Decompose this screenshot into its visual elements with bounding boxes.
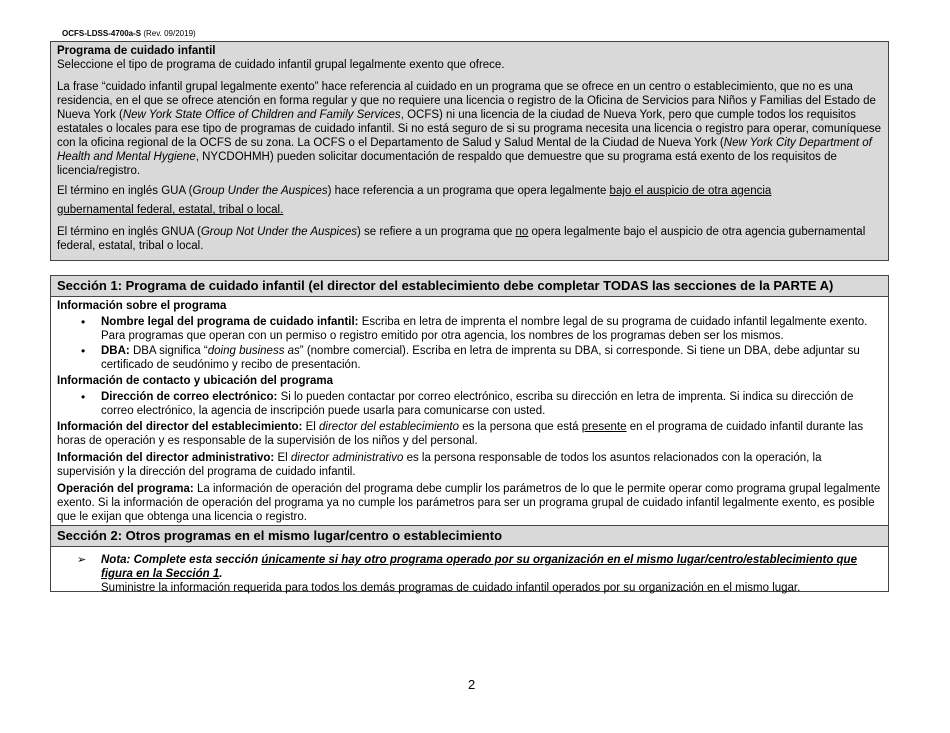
- email-text: Si lo pueden contactar por correo electrónico, escriba su dirección en letra de imprenta. Si indica su dirección de correo electrónico, la agencia de inscripción puede usarla para comunicarse con usted.: [101, 391, 854, 417]
- intro-box: [50, 41, 889, 261]
- director-b: es la persona que está: [459, 421, 582, 433]
- gua-u2: gubernamental federal, estatal, tribal o local.: [57, 204, 284, 216]
- gua-u1: bajo el auspicio de otra agencia: [609, 185, 772, 197]
- gua-em: Group Under the Auspices: [192, 185, 328, 197]
- section2-body: [51, 547, 888, 596]
- gua-a: El término en inglés GUA (: [57, 185, 193, 197]
- gnua-c: opera legalmente bajo el auspicio de otra agencia gubernamental federal, estatal, tribal o local.: [57, 226, 866, 252]
- intro-paragraph: [57, 80, 882, 178]
- dba-b: ” (nombre comercial). Escriba en letra de imprenta su DBA, si corresponde. Si tiene un DBA, debe adjuntar su certificado de seudónimo y recibo de presentación.: [101, 345, 860, 371]
- intro-p2-c: , NYCDOHMH) pueden solicitar documentación de respaldo que demuestre que su programa está exento de los requisitos de licencia/registro.: [57, 151, 837, 177]
- note-a: Nota: Complete esta sección: [101, 554, 262, 566]
- gua-b: ) hace referencia a un programa que opera legalmente: [327, 185, 610, 197]
- note-line2: Suministre la información requerida para todos los demás programas de cuidado infantil operados por su organización en el mismo lugar.: [101, 582, 801, 594]
- form-revision: (Rev. 09/2019): [141, 29, 196, 38]
- intro-p2-a: La frase “cuidado infantil grupal legalmente exento” hace referencia al cuidado en un programa que se ofrece en un centro o establecimiento, que no es una residencia, en el que se ofrece atención en forma regular y que no requiere una licencia o registro de la Oficina de Servicios para Niños y Familias del Estado de Nueva York (: [57, 81, 876, 121]
- contact-info-list: [57, 390, 882, 418]
- email-label: Dirección de correo electrónico:: [101, 391, 278, 403]
- section2-note: [57, 553, 882, 595]
- dba-em: doing business as: [207, 345, 300, 357]
- list-item-dba: [101, 344, 882, 372]
- gnua-b: ) se refiere a un programa que: [357, 226, 516, 238]
- dba-label: DBA:: [101, 345, 130, 357]
- form-identifier: [62, 29, 196, 38]
- program-info-list: [57, 315, 882, 372]
- intro-line1: Seleccione el tipo de programa de cuidado infantil grupal legalmente exento que ofrece.: [57, 59, 505, 71]
- operation-label: Operación del programa:: [57, 483, 194, 495]
- admin-label: Información del director administrativo:: [57, 452, 275, 464]
- director-c: en el programa de cuidado infantil durante las horas de operación y es responsable de la supervisión de los niños y del personal.: [57, 421, 864, 447]
- arrow-bullet-icon: ➢: [77, 554, 87, 566]
- legal-name-label: Nombre legal del programa de cuidado infantil:: [101, 316, 359, 328]
- gnua-em: Group Not Under the Auspices: [200, 226, 357, 238]
- form-code: OCFS-LDSS-4700a-S: [62, 29, 142, 38]
- gua-paragraph: [57, 184, 882, 198]
- section1-heading: Sección 1: Programa de cuidado infantil (el director del establecimiento debe completar TODAS las secciones de la PARTE A): [51, 276, 888, 297]
- dba-a: DBA significa “: [129, 345, 208, 357]
- intro-p2-em1: New York State Office of Children and Family Services: [122, 109, 401, 121]
- director-info: [57, 420, 882, 448]
- list-item-email: [101, 390, 882, 418]
- director-em: director del establecimiento: [319, 421, 460, 433]
- admin-em: director administrativo: [290, 452, 404, 464]
- intro-p2-em2: New York City Department of Health and Mental Hygiene: [57, 137, 872, 163]
- sections-box: [50, 275, 889, 592]
- gua-paragraph-cont: [57, 203, 882, 217]
- note-text: [101, 553, 882, 581]
- admin-director-info: [57, 451, 882, 479]
- section2-heading: Sección 2: Otros programas en el mismo lugar/centro o establecimiento: [51, 525, 888, 547]
- admin-a: El: [274, 452, 291, 464]
- operation-info: [57, 482, 882, 524]
- page-number: 2: [468, 677, 476, 692]
- list-item-legal-name: [101, 315, 882, 343]
- legal-name-text: Escriba en letra de imprenta el nombre legal de su programa de cuidado infantil legalmente exento. Para programas que operan con un permiso o registro emitido por otra agencia, los nombres de los programas deben ser los mismos.: [101, 316, 868, 342]
- director-a: El: [302, 421, 320, 433]
- intro-title: Programa de cuidado infantil: [57, 45, 216, 57]
- gnua-u: no: [515, 226, 529, 238]
- director-label: Información del director del establecimiento:: [57, 421, 303, 433]
- contact-info-title: Información de contacto y ubicación del programa: [57, 375, 334, 387]
- intro-p2-b: , OCFS) ni una licencia de la ciudad de Nueva York, pero que cumple todos los requisitos estatales o locales para ese tipo de programas de cuidado infantil. Si no está seguro de si su programa necesita una licencia o registro para operar, comuníquese con la oficina regional de la OCFS de su zona. La OCFS o el Departamento de Salud y Salud Mental de la Ciudad de Nueva York (: [57, 109, 882, 149]
- program-info-title: Información sobre el programa: [57, 300, 227, 312]
- gnua-paragraph: [57, 225, 882, 253]
- section1-body: [51, 297, 888, 525]
- operation-text: La información de operación del programa debe cumplir los parámetros de lo que le permite operar como programa grupal legalmente exento. Si la información de operación del programa ya no cumple los parámetros para ser un programa grupal de cuidado infantil legalmente exento, es posible que le exijan que obtenga una licencia o registro.: [57, 483, 881, 523]
- gnua-a: El término en inglés GNUA (: [57, 226, 201, 238]
- note-b: .: [219, 568, 223, 580]
- admin-b: es la persona responsable de todos los asuntos relacionados con la operación, la supervisión y la dirección del programa de cuidado infantil.: [57, 452, 822, 478]
- director-u: presente: [581, 421, 627, 433]
- note-u: únicamente si hay otro programa operado por su organización en el mismo lugar/centro/establecimiento que figura en la Sección 1: [101, 554, 857, 580]
